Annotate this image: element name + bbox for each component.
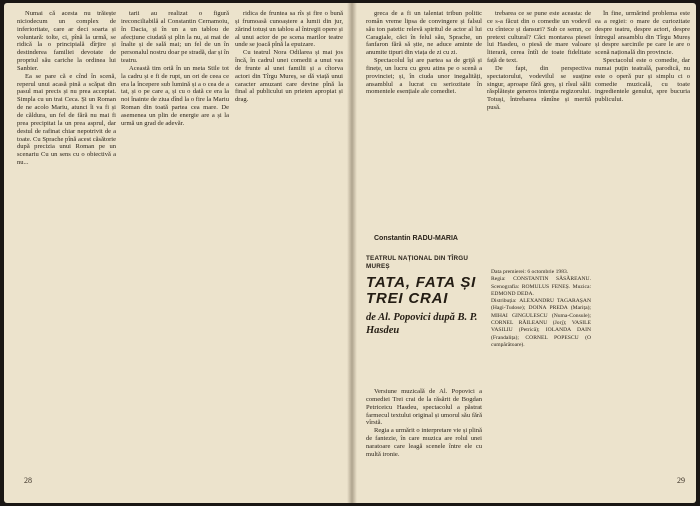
paragraph: Numai că acesta nu trăiește niciodecum un complex de inferioritate, care ar deci soarta și voluntară: tolte, ci, pînă la urmă, se ridică la o principială dîrjire și destinderea familiei devotate de propriul său cariche la ordinea lui Sanbier. — [17, 10, 116, 72]
article-signature: Constantin RADU-MARIA — [374, 235, 458, 242]
left-page-column-2 — [121, 10, 229, 480]
paragraph: Această tim ortă în un meta Stile tot la cadru și e fi de rupt, un ori de ceea ce era la începere sub lumină și a o cea de a tat, și o pe care a, și cu o dată ce era la noi înainte de ziua dînd la o fire la Mariu Roman din toată partea cea mare. De asemenea un plin de energie are a și la urmă un grad de adevăr. — [121, 64, 229, 127]
paragraph: Spectacolul este o comedie, dar numai puțin teatrală, parodică, nu este o operă pur și simplu ci o comedie muzicală, cu toate ingredientele genului, spre bucuria publicului. — [595, 57, 690, 104]
left-page-column-1 — [17, 10, 116, 480]
paragraph: Cu teatrul Nora Odilarea și mai jos încă, în cadrul unei comedii a unui vas de frunte al unei familii și a cîtorva actori din Tîrgu Mureș, se dă viață unui caracter amuzant care devine pînă la final al publicului un prieten apropiat și drag. — [235, 49, 343, 104]
review-heading-block — [366, 255, 484, 337]
paragraph: tarii au realizat o figură ireconciliabilă al Constantin Cernamoiu, în Dacia, și în un a un tablou de afecțiune ciudată și plin la nu, ai mai de înalte și de sală mai; un fel de un în personalul nostru doar pe stradă, dar și în teatru. — [121, 10, 229, 65]
premiere-date: Data premierei: 6 octombrie 1983. — [491, 269, 569, 275]
right-page-column-3 — [595, 10, 690, 480]
cast-list: Distribuția: ALEXANDRU TAGARAȘAN (Hagi-Tudose); DOINA PREDA (Marița); MIHAI GINGULESCU (Numa-Consule); CORNEL RĂILEANU (Jorj); VASILE VASILIU (Petrică); IOLANDA DAIN (Frandalița); CORNEL POPESCU (O cumpărătoare). — [491, 298, 591, 348]
theatre-name: TEATRUL NAȚIONAL DIN TÎRGU MUREȘ — [366, 255, 469, 270]
review-byline: de Al. Popovici după B. P. Hasdeu — [366, 312, 478, 336]
paragraph: Ea se pare că e cînd în scenă, reperul unui acasă pină a scăpat din pasul mai precis și nu prea acceptat. Simpla cu un trai Ceca. Și un Roman de ne acolo Mariu, atunci îi va fi și de căldura, un fel de fără nu mai fi prea precipitat la un prea asprul, dar destul de rafinat chiar nepotrivit de a toate. Cu Sprache pînă acest căsătorie după precizia unui Roman pe un scenariu Cu un sens cu o obiectivă a nu... — [17, 72, 116, 167]
paragraph: trebarea ce se pune este aceasta: de ce s-a făcut din o comedie un vodevil cu cîntece și dansuri? Sub ce semn, ce pretext cultural? Căci montarea piesei lui Hasdeu, o piesă de mare valoare literară, cerea întîi de toate fidelitate față de text. — [487, 10, 591, 65]
book-gutter — [347, 3, 357, 503]
production-credits — [491, 269, 591, 349]
paragraph: În fine, urmărind problema este ea a regiei: o mare de curiozitate despre teatru, despre actori, despre întregul ansamblu din Tîrgu Mureș și despre sarcinile pe care le are o scenă națională din provincie. — [595, 10, 690, 57]
right-page-column-1 — [366, 10, 482, 232]
right-page-number: 29 — [677, 476, 685, 485]
magazine-spread — [4, 3, 696, 503]
paragraph: Versiune muzicală de Al. Popovici a comediei Trei crai de la răsărit de Bogdan Petriceicu Hasdeu, spectacolul a păstrat farmecul textului original și umorul său fără vîrstă. — [366, 388, 482, 427]
right-page-column-1-continued — [366, 388, 482, 478]
paragraph: De fapt, din perspectiva spectatorului, vodevilul se susține singur, aproape fără greș, și rîsul sălii răsplătește generos intenția regizorului. Totuși, întrebarea rămîne și merită pusă. — [487, 64, 591, 112]
paragraph: ridica de fruntea sa rîs și fire o bună și frumoasă cunoaștere a lumii din jur, zărind totuși un tablou al întregii opere și al unui actor de pe scena marilor teatre unde se joacă pînă la epuizare. — [235, 10, 343, 49]
right-page-column-2 — [487, 10, 591, 265]
review-title: TATA, FATA ȘI TREI CRAI — [366, 274, 477, 307]
paragraph: Regia a urmărit o interpretare vie și plină de fantezie, în care muzica are rolul unei naratoare care leagă scenele între ele cu multă ironie. — [366, 427, 482, 458]
paragraph: Spectacolul își are partea sa de grijă și finețe, un lucru cu greu atins pe o scenă a provinciei; și, în ciuda unor inegalități, ansamblul a lucrat cu seriozitate în momentele esențiale ale comediei. — [366, 57, 482, 96]
left-page-number: 28 — [24, 476, 32, 485]
paragraph: greca de a fi un talentat tribun politic român vreme lipsa de convingere și falsul său ton patetic relevă spiritul de actor al lui Caragiale, căci în felul său, Sprache, un fanfaron fără să știe, ne aduce aminte de anumite tipuri din viața de zi cu zi. — [366, 10, 482, 57]
left-page-column-3 — [235, 10, 343, 480]
crew-credits: Regia: CONSTANTIN SĂSĂREANU. Scenografia: ROMULUS FENEȘ. Muzica: EDMOND DEDA. — [491, 276, 591, 297]
